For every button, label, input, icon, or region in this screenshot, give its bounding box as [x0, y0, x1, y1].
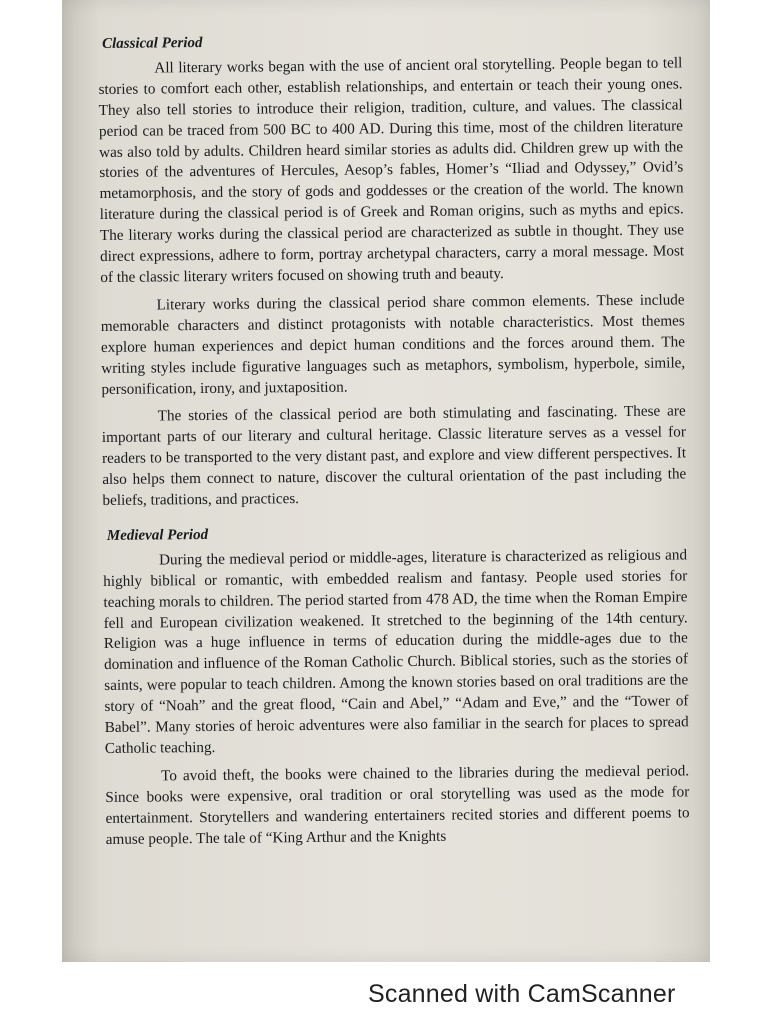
classical-paragraph-1: All literary works began with the use of ancient oral storytelling. People began to tell stories to comfort each other, establish relationships, and entertain or teach their young ones. They also tell stories to introduce their religion, tradition, culture, and values. The classical period can be traced from 500 BC to 400 AD. During this time, most of the children literature was also told by adults. Children heard similar stories as adults did. Children grew up with the stories of the adventures of Hercules, Aesop’s fables, Homer’s “Iliad and Odyssey,” Ovid’s metamorphosis, and the story of gods and goddesses or the creation of the world. The known literature during the classical period is of Greek and Roman origins, such as myths and epics. The literary works during the classical period are characterized as subtle in thought. They use direct expressions, adhere to form, portray archetypal characters, carry a moral message. Most of the classic literary writers focused on showing truth and beauty.	[98, 54, 685, 286]
section-heading-classical: Classical Period	[102, 34, 203, 52]
medieval-paragraph-1: During the medieval period or middle-ages, literature is characterized as religious and highly biblical or romantic, with embedded realism and fantasy. People used stories for teaching morals to children. The period started from 478 AD, the time when the Roman Empire fell and European civilization weakened. It stretched to the beginning of the 14th century. Religion was a huge influence in terms of education during the middle-ages due to the domination and influence of the Roman Catholic Church. Biblical stories, such as the stories of saints, were popular to teach children. Among the known stories based on oral traditions are the story of “Noah” and the great flood, “Cain and Abel,” “Adam and Eve,” and the “Tower of Babel”. Many stories of heroic adventures were also familiar in the search for places to spread Catholic teaching.	[103, 546, 689, 757]
classical-paragraph-2: Literary works during the classical period share common elements. These include memorable characters and distinct protagonists with notable characteristics. Most themes explore human experiences and depict human conditions and the forces around them. The writing styles include figurative languages such as metaphors, symbolism, hyperbole, simile, personification, irony, and juxtaposition.	[100, 291, 686, 398]
camscanner-watermark: Scanned with CamScanner	[368, 980, 676, 1008]
section-heading-medieval: Medieval Period	[106, 526, 209, 544]
classical-paragraph-3: The stories of the classical period are both stimulating and fascinating. These are important parts of our literary and cultural heritage. Classic literature serves as a vessel for readers to be transported to the very distant past, and explore and view different perspectives. It also helps them connect to nature, discover the cultural orientation of the past including the beliefs, traditions, and practices.	[101, 402, 687, 510]
medieval-paragraph-2: To avoid theft, the books were chained to the libraries during the medieval period. Since books were expensive, oral tradition or oral storytelling was used as the mode for entertainment. Storytellers and wandering entertainers recited stories and different poems to amuse people. The tale of “King Arthur and the Knights	[105, 762, 690, 848]
document-body	[98, 28, 690, 857]
